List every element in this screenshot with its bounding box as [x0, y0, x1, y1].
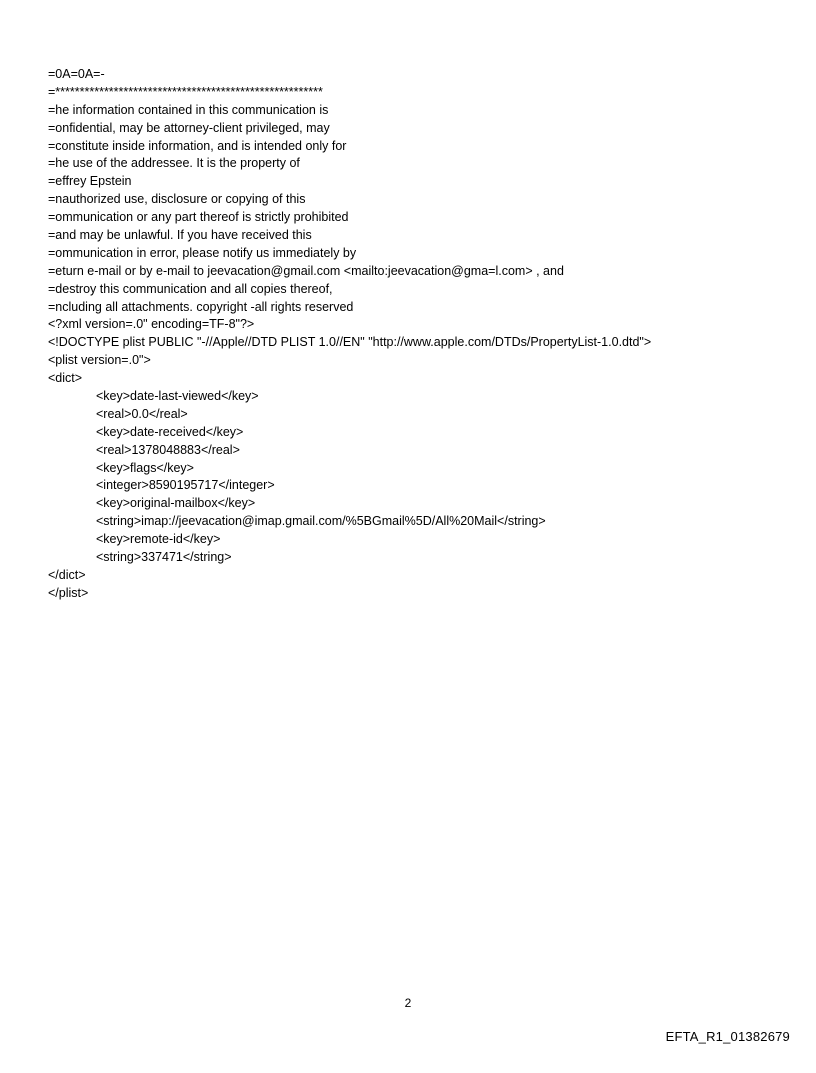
document-line: <?xml version=.0" encoding=TF-8"?>	[48, 317, 255, 332]
document-line: =eturn e-mail or by e-mail to jeevacation@gmail.com <mailto:jeevacation@gma=l.com> , and	[48, 263, 564, 278]
document-line: =ommunication or any part thereof is strictly prohibited	[48, 210, 349, 225]
page-number: 2	[404, 996, 412, 1010]
document-line: =he use of the addressee. It is the property of	[48, 156, 300, 171]
document-line: <key>flags</key>	[96, 460, 194, 475]
document-line: <key>remote-id</key>	[96, 532, 221, 547]
document-line: <key>date-received</key>	[96, 424, 244, 439]
document-line: =destroy this communication and all copies thereof,	[48, 281, 333, 296]
document-line: <real>1378048883</real>	[96, 442, 240, 457]
document-id-stamp: EFTA_R1_01382679	[665, 1029, 790, 1044]
document-body	[48, 66, 788, 603]
document-line: =onfidential, may be attorney-client privileged, may	[48, 120, 330, 135]
document-line: =nauthorized use, disclosure or copying of this	[48, 192, 306, 207]
document-line: <key>original-mailbox</key>	[96, 496, 256, 511]
document-line: <!DOCTYPE plist PUBLIC "-//Apple//DTD PLIST 1.0//EN" "http://www.apple.com/DTDs/PropertyList-1.0.dtd">	[48, 335, 652, 350]
document-line: =and may be unlawful. If you have received this	[48, 228, 312, 243]
document-line: </plist>	[48, 585, 89, 600]
document-line: =0A=0A=-	[48, 67, 105, 81]
document-line: =*******************************************************	[48, 84, 323, 99]
document-line: <real>0.0</real>	[96, 406, 188, 421]
document-line: <dict>	[48, 371, 83, 386]
document-line: =ncluding all attachments. copyright -all rights reserved	[48, 299, 354, 314]
document-line: <key>date-last-viewed</key>	[96, 389, 259, 404]
document-line: =constitute inside information, and is intended only for	[48, 138, 347, 153]
document-line: <string>337471</string>	[96, 550, 232, 565]
document-line: </dict>	[48, 567, 86, 582]
document-line: <string>imap://jeevacation@imap.gmail.com/%5BGmail%5D/All%20Mail</string>	[96, 514, 546, 529]
document-line: =he information contained in this communication is	[48, 102, 329, 117]
document-line: <plist version=.0">	[48, 353, 151, 368]
document-line: =effrey Epstein	[48, 174, 132, 189]
document-line: <integer>8590195717</integer>	[96, 478, 275, 493]
document-line: =ommunication in error, please notify us immediately by	[48, 245, 357, 260]
